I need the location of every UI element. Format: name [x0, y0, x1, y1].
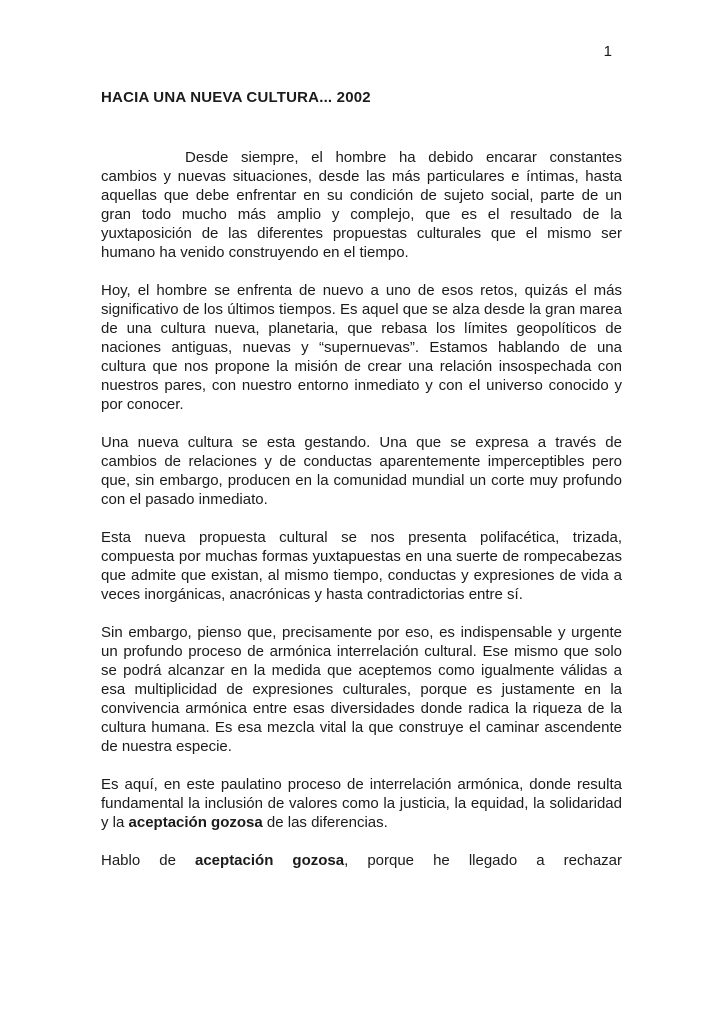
text-run: Hoy, el hombre se enfrenta de nuevo a uno de esos retos, quizás el más significativo de los últimos tiempos. Es aquel que se alza desde la gran marea de una cultura nueva, planetaria, que rebasa los límites geopolíticos de naciones antiguas, nuevas y “supernuevas”. Estamos hablando de una cultura que nos propone la misión de crear una relación insospechada con nuestros pares, con nuestro entorno inmediato y con el universo conocido y por conocer. — [101, 282, 622, 413]
text-run: Esta nueva propuesta cultural se nos presenta polifacética, trizada, compuesta por muchas formas yuxtapuestas en una suerte de rompecabezas que admite que existan, al mismo tiempo, conductas y expresiones de vida a veces inorgánicas, anacrónicas y hasta contradictorias entre sí. — [101, 529, 622, 603]
document-title: HACIA UNA NUEVA CULTURA... 2002 — [101, 89, 371, 106]
document-content — [101, 88, 622, 889]
paragraph — [101, 775, 622, 832]
text-run: Hablo de — [101, 852, 195, 869]
paragraph — [101, 851, 622, 870]
text-run: de las diferencias. — [262, 814, 388, 831]
paragraph — [101, 623, 622, 756]
bold-text-run: aceptación gozosa — [128, 814, 263, 831]
bold-text-run: aceptación gozosa — [195, 852, 345, 869]
paragraph — [101, 433, 622, 509]
page-number: 1 — [603, 43, 612, 60]
text-run: Es aquí, en este paulatino proceso de interrelación armónica, donde resulta fundamental la inclusión de valores como la justicia, la equidad, la solidaridad y la — [101, 776, 622, 831]
text-run: , porque he llegado a rechazar — [344, 852, 623, 869]
document-body — [101, 148, 622, 870]
text-run: Desde siempre, el hombre ha debido encarar constantes cambios y nuevas situaciones, desde las más particulares e íntimas, hasta aquellas que debe enfrentar en su condición de sujeto social, parte de un gran todo mucho más amplio y complejo, que es el resultado de la yuxtaposición de las diferentes propuestas culturales que el mismo ser humano ha venido construyendo en el tiempo. — [101, 149, 622, 261]
text-run: Sin embargo, pienso que, precisamente por eso, es indispensable y urgente un profundo proceso de armónica interrelación cultural. Ese mismo que solo se podrá alcanzar en la medida que aceptemos como igualmente válidas a esa multiplicidad de expresiones culturales, porque es justamente en la convivencia armónica entre esas diversidades donde radica la riqueza de la cultura humana. Es esa mezcla vital la que construye el caminar ascendente de nuestra especie. — [101, 624, 622, 755]
paragraph — [101, 148, 622, 262]
paragraph — [101, 281, 622, 414]
text-run: Una nueva cultura se esta gestando. Una que se expresa a través de cambios de relaciones y de conductas aparentemente imperceptibles pero que, sin embargo, producen en la comunidad mundial un corte muy profundo con el pasado inmediato. — [101, 434, 622, 508]
paragraph — [101, 528, 622, 604]
